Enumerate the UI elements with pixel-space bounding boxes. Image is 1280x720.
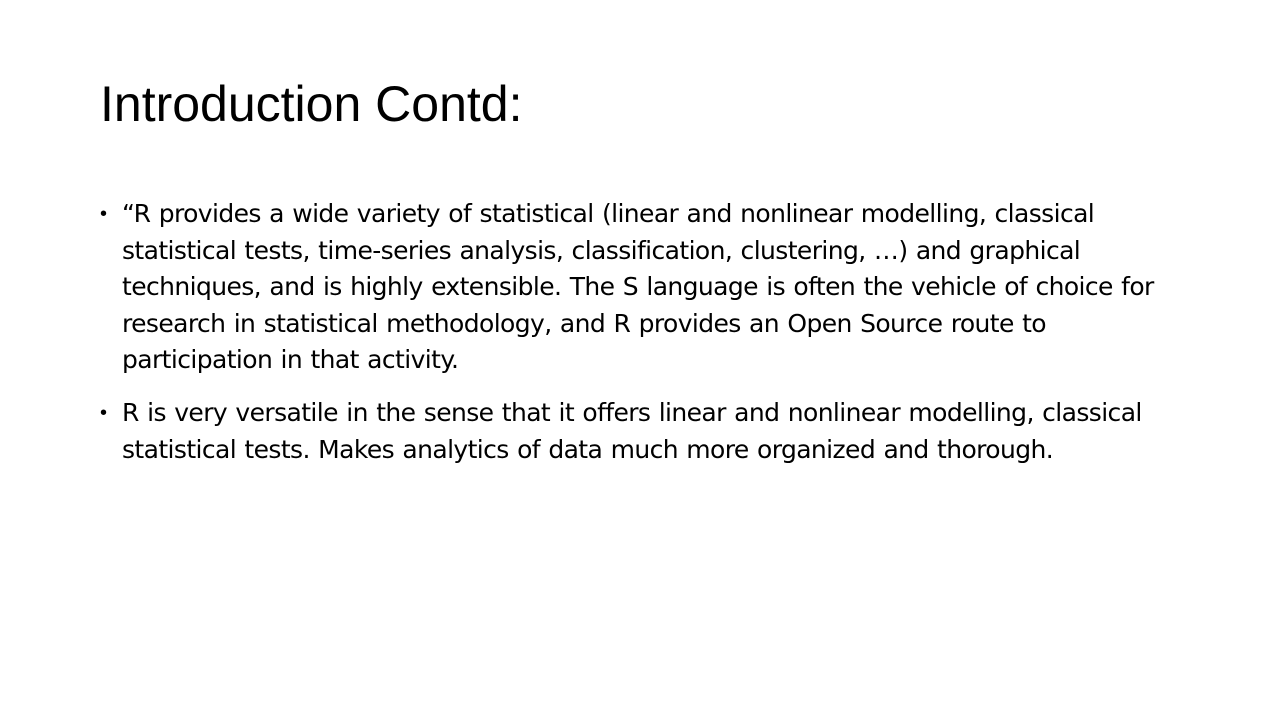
bullet-icon: •: [100, 401, 107, 424]
bullet-item-r-features: [100, 196, 1190, 379]
slide-title: Introduction Contd:: [100, 76, 523, 132]
bullet-icon: •: [100, 203, 107, 225]
bullet-text: R is very versatile in the sense that it offers linear and nonlinear modelling, classical statistical tests. Makes analytics of data much more organized and thorough.: [122, 397, 1142, 464]
bullet-item-r-versatility: [100, 395, 1190, 468]
bullet-text: “R provides a wide variety of statistical (linear and nonlinear modelling, classical statistical tests, time-series analysis, classification, clustering, …) and graphical techniques, and is highly extensible. The S language is often the vehicle of choice for research in statistical methodology, and R provides an Open Source route to participation in that activity.: [122, 199, 1154, 375]
bullet-list: [100, 196, 1190, 484]
